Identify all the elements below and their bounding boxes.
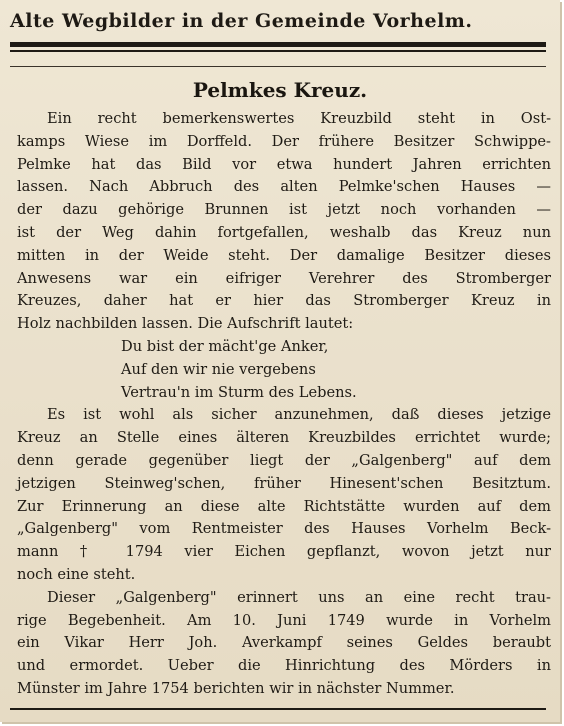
text-line: Kreuz an Stelle eines älteren Kreuzbildes errichtet wurde; — [17, 429, 551, 447]
text-line: Holz nachbilden lassen. Die Aufschrift lautet: — [17, 315, 354, 333]
verse-line: Du bist der mächt'ge Anker, — [121, 337, 329, 355]
text-line: jetzigen Steinweg'schen, früher Hinesent'schen Besitztum. — [17, 474, 551, 492]
header-thick-rule — [10, 42, 546, 47]
text-line: Anwesens war ein eifriger Verehrer des Stromberger — [17, 269, 551, 287]
footer-rule — [10, 708, 546, 710]
text-line: mann † 1794 vier Eichen gepflanzt, wovon jetzt nur — [17, 543, 551, 561]
text-line: ein Vikar Herr Joh. Averkampf seines Geldes beraubt — [17, 634, 551, 652]
text-line: Kreuzes, daher hat er hier das Stromberger Kreuz in — [17, 292, 551, 310]
text-line: ist der Weg dahin fortgefallen, weshalb das Kreuz nun — [17, 223, 551, 241]
verse-line: Vertrau'n im Sturm des Lebens. — [121, 383, 357, 401]
section-rule — [10, 66, 546, 67]
text-line: und ermordet. Ueber die Hinrichtung des Mörders in — [17, 657, 551, 675]
page-header: Alte Wegbilder in der Gemeinde Vorhelm. — [10, 10, 473, 32]
article-title: Pelmkes Kreuz. — [192, 78, 368, 102]
text-line: rige Begebenheit. Am 10. Juni 1749 wurde in Vorhelm — [17, 611, 551, 629]
text-line: Pelmke hat das Bild vor etwa hundert Jahren errichten — [17, 155, 551, 173]
text-line: Es ist wohl als sicher anzunehmen, daß dieses jetzige — [47, 406, 551, 424]
text-line: „Galgenberg" vom Rentmeister des Hauses Vorhelm Beck- — [17, 520, 551, 538]
text-line: Münster im Jahre 1754 berichten wir in nächster Nummer. — [17, 679, 455, 697]
text-line: mitten in der Weide steht. Der damalige Besitzer dieses — [17, 246, 551, 264]
verse-line: Auf den wir nie vergebens — [121, 360, 316, 378]
article-body — [17, 108, 551, 701]
text-line: denn gerade gegenüber liegt der „Galgenberg" auf dem — [17, 451, 551, 469]
text-line: kamps Wiese im Dorffeld. Der frühere Besitzer Schwippe- — [17, 132, 551, 150]
text-line: noch eine steht. — [17, 565, 136, 583]
text-line: lassen. Nach Abbruch des alten Pelmke'schen Hauses — — [17, 178, 551, 196]
text-line: Dieser „Galgenberg" erinnert uns an eine recht trau- — [47, 588, 551, 606]
text-line: der dazu gehörige Brunnen ist jetzt noch vorhanden — — [17, 201, 551, 219]
text-line: Zur Erinnerung an diese alte Richtstätte wurden auf dem — [17, 497, 551, 515]
text-line: Ein recht bemerkenswertes Kreuzbild steht in Ost- — [47, 110, 551, 127]
header-thin-rule — [10, 50, 546, 52]
